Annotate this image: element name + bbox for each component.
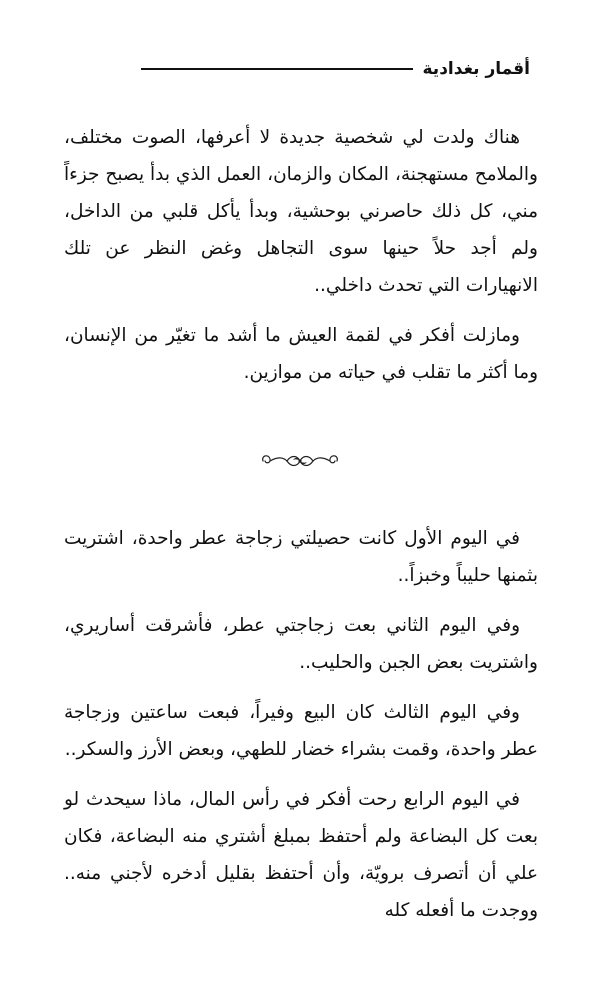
running-title: أقمار بغدادية <box>422 58 530 79</box>
paragraph: في اليوم الأول كانت حصيلتي زجاجة عطر واحدة، اشتريت بثمنها حليباً وخبزاً.. <box>64 528 538 586</box>
paragraph: في اليوم الرابع رحت أفكر في رأس المال، ماذا سيحدث لو بعت كل البضاعة ولم أحتفظ بمبلغ أشتري منه البضاعة، فكان علي أن أتصرف برويّة، وأن أحتفظ بقليل أدخره لأجني منه.. ووجدت ما أفعله كله <box>64 789 538 921</box>
section-divider <box>0 449 600 473</box>
floral-flourish-icon <box>257 449 343 473</box>
paragraph: ومازلت أفكر في لقمة العيش ما أشد ما تغيّر من الإنسان، وما أكثر ما تقلب في حياته من موازين. <box>64 325 538 383</box>
paragraph: وفي اليوم الثالث كان البيع وفيراً، فبعت ساعتين وزجاجة عطر واحدة، وقمت بشراء خضار للطهي، وبعض الأرز والسكر.. <box>64 702 538 760</box>
running-header <box>80 54 530 84</box>
section-two <box>64 520 538 929</box>
paragraph: وفي اليوم الثاني بعت زجاجتي عطر، فأشرقت أساريري، واشتريت بعض الجبن والحليب.. <box>64 615 538 673</box>
header-rule <box>141 68 413 70</box>
paragraph: هناك ولدت لي شخصية جديدة لا أعرفها، الصوت مختلف، والملامح مستهجنة، المكان والزمان، العمل الذي بدأ يصبح جزءاً مني، كل ذلك حاصرني بوحشية، وبدأ يأكل قلبي من الداخل، ولم أجد حلاً حينها سوى التجاهل وغض النظر عن تلك الانهيارات التي تحدث داخلي.. <box>64 127 538 296</box>
section-one <box>64 119 538 391</box>
